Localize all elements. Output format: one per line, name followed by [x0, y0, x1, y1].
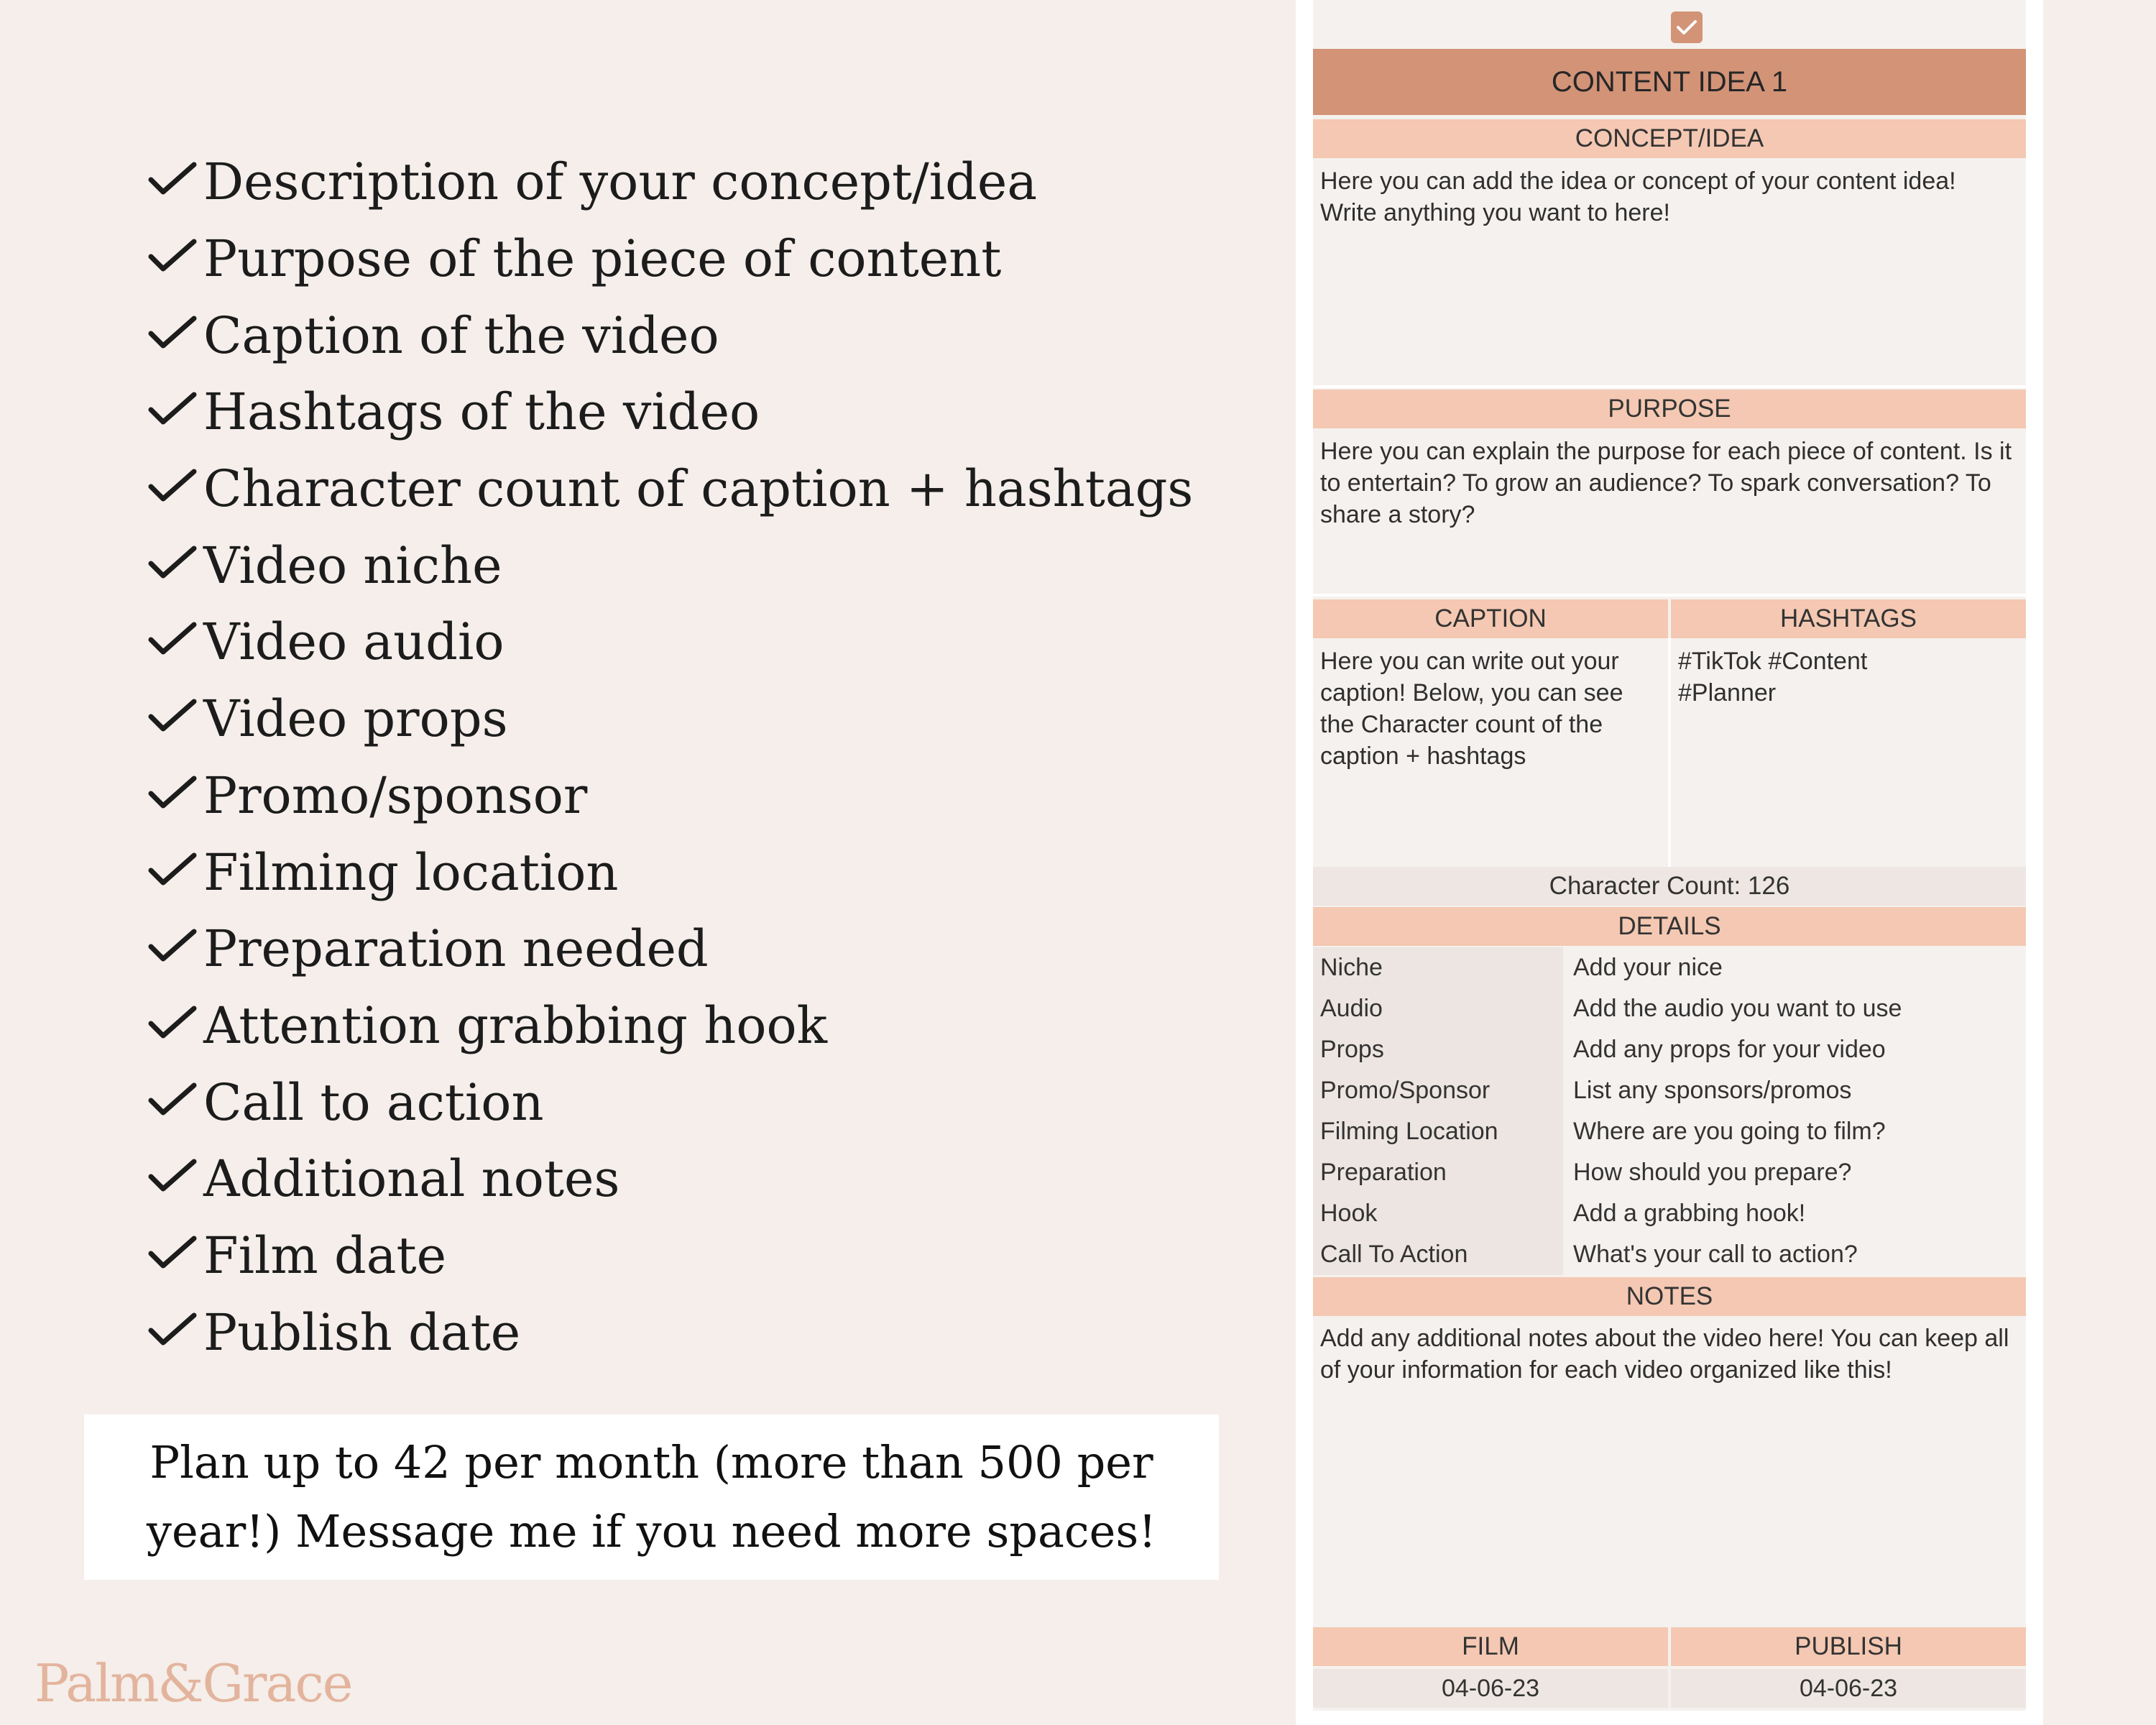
feature-text: Video props — [203, 689, 508, 749]
detail-row-audio — [1313, 988, 2026, 1029]
detail-row-niche — [1313, 947, 2026, 988]
feature-list — [147, 144, 1193, 1371]
detail-value[interactable]: Add your nice — [1566, 947, 2026, 988]
promo-box — [84, 1414, 1219, 1580]
feature-item — [147, 527, 1193, 604]
column-divider — [1668, 638, 1671, 867]
feature-text: Caption of the video — [203, 305, 719, 365]
detail-row-preparation — [1313, 1152, 2026, 1193]
detail-value[interactable]: Add any props for your video — [1566, 1029, 2026, 1070]
character-count: Character Count: 126 — [1313, 867, 2026, 906]
check-icon — [147, 1004, 203, 1047]
detail-label: Audio — [1313, 988, 1563, 1029]
check-icon — [147, 1311, 203, 1354]
hashtags-header: HASHTAGS — [1671, 599, 2026, 638]
check-icon — [147, 390, 203, 433]
check-icon — [147, 237, 203, 280]
feature-item — [147, 834, 1193, 911]
feature-item — [147, 144, 1193, 221]
feature-item — [147, 988, 1193, 1064]
concept-text[interactable]: Here you can add the idea or concept of your content idea! Write anything you want to here! — [1320, 167, 1956, 226]
check-icon — [147, 1234, 203, 1277]
feature-text: Description of your concept/idea — [203, 152, 1038, 212]
concept-header: CONCEPT/IDEA — [1313, 119, 2026, 158]
detail-row-props — [1313, 1029, 2026, 1070]
publish-date[interactable]: 04-06-23 — [1671, 1669, 2026, 1708]
detail-row-hook — [1313, 1193, 2026, 1234]
detail-label: Hook — [1313, 1193, 1563, 1234]
detail-label: Preparation — [1313, 1152, 1563, 1193]
purpose-header: PURPOSE — [1313, 390, 2026, 428]
feature-text: Character count of caption + hashtags — [203, 459, 1194, 519]
feature-item — [147, 911, 1193, 988]
planner-sheet — [1296, 0, 2043, 1725]
check-icon — [147, 774, 203, 817]
purpose-text[interactable]: Here you can explain the purpose for each piece of content. Is it to entertain? To grow an audience? To spark conversation? To share a story? — [1320, 438, 2012, 528]
feature-item — [147, 604, 1193, 681]
feature-text: Promo/sponsor — [203, 765, 588, 825]
feature-item — [147, 1218, 1193, 1294]
feature-item — [147, 681, 1193, 758]
feature-text: Preparation needed — [203, 919, 709, 979]
feature-item — [147, 451, 1193, 528]
detail-row-promo-sponsor — [1313, 1070, 2026, 1111]
notes-header: NOTES — [1313, 1277, 2026, 1316]
feature-text: Film date — [203, 1225, 447, 1285]
check-icon — [147, 851, 203, 894]
check-icon — [147, 314, 203, 357]
detail-label: Props — [1313, 1029, 1563, 1070]
feature-item — [147, 221, 1193, 298]
detail-label: Niche — [1313, 947, 1563, 988]
film-date[interactable]: 04-06-23 — [1313, 1669, 1668, 1708]
detail-value[interactable]: Where are you going to film? — [1566, 1111, 2026, 1152]
detail-label: Filming Location — [1313, 1111, 1563, 1152]
planner-card — [1313, 0, 2026, 1711]
detail-value[interactable]: Add the audio you want to use — [1566, 988, 2026, 1029]
check-icon — [147, 697, 203, 740]
detail-row-filming-location — [1313, 1111, 2026, 1152]
feature-item — [147, 1141, 1193, 1218]
feature-text: Call to action — [203, 1072, 544, 1132]
detail-label: Call To Action — [1313, 1234, 1563, 1275]
feature-item — [147, 374, 1193, 451]
check-icon — [147, 1157, 203, 1200]
check-icon — [147, 160, 203, 203]
check-icon — [147, 467, 203, 510]
feature-text: Video niche — [203, 535, 502, 595]
publish-header: PUBLISH — [1671, 1627, 2026, 1666]
feature-text: Additional notes — [203, 1149, 620, 1209]
detail-value[interactable]: How should you prepare? — [1566, 1152, 2026, 1193]
hashtags-text[interactable]: #TikTok #Content #Planner — [1678, 648, 1868, 707]
detail-value[interactable]: Add a grabbing hook! — [1566, 1193, 2026, 1234]
divider — [1313, 385, 2026, 388]
feature-text: Publish date — [203, 1302, 521, 1362]
detail-value[interactable]: List any sponsors/promos — [1566, 1070, 2026, 1111]
caption-text[interactable]: Here you can write out your caption! Below, you can see the Character count of the caption + hashtags — [1320, 648, 1623, 770]
feature-item — [147, 758, 1193, 834]
check-icon — [147, 1081, 203, 1124]
feature-item — [147, 297, 1193, 374]
feature-text: Filming location — [203, 842, 619, 902]
detail-value[interactable]: What's your call to action? — [1566, 1234, 2026, 1275]
detail-label: Promo/Sponsor — [1313, 1070, 1563, 1111]
feature-text: Hashtags of the video — [203, 382, 760, 442]
detail-row-call-to-action — [1313, 1234, 2026, 1275]
check-icon — [147, 620, 203, 663]
divider — [1313, 594, 2026, 597]
feature-text: Video audio — [203, 612, 505, 672]
feature-text: Attention grabbing hook — [203, 995, 828, 1055]
check-icon — [147, 927, 203, 970]
done-checkbox[interactable] — [1671, 12, 1703, 43]
content-idea-title: CONTENT IDEA 1 — [1313, 49, 2026, 115]
film-header: FILM — [1313, 1627, 1668, 1666]
feature-item — [147, 1064, 1193, 1141]
feature-item — [147, 1294, 1193, 1371]
check-icon — [147, 544, 203, 587]
brand-logo: Palm&Grace — [34, 1653, 352, 1714]
notes-text[interactable]: Add any additional notes about the video here! You can keep all of your information for each video organized like this! — [1320, 1325, 2009, 1384]
feature-text: Purpose of the piece of content — [203, 229, 1002, 289]
details-header: DETAILS — [1313, 907, 2026, 946]
promo-line-1: Plan up to 42 per month (more than 500 per — [149, 1436, 1153, 1489]
promo-line-2: year!) Message me if you need more spaces! — [146, 1505, 1157, 1558]
checkbox-check-icon — [1675, 19, 1698, 36]
caption-header: CAPTION — [1313, 599, 1668, 638]
